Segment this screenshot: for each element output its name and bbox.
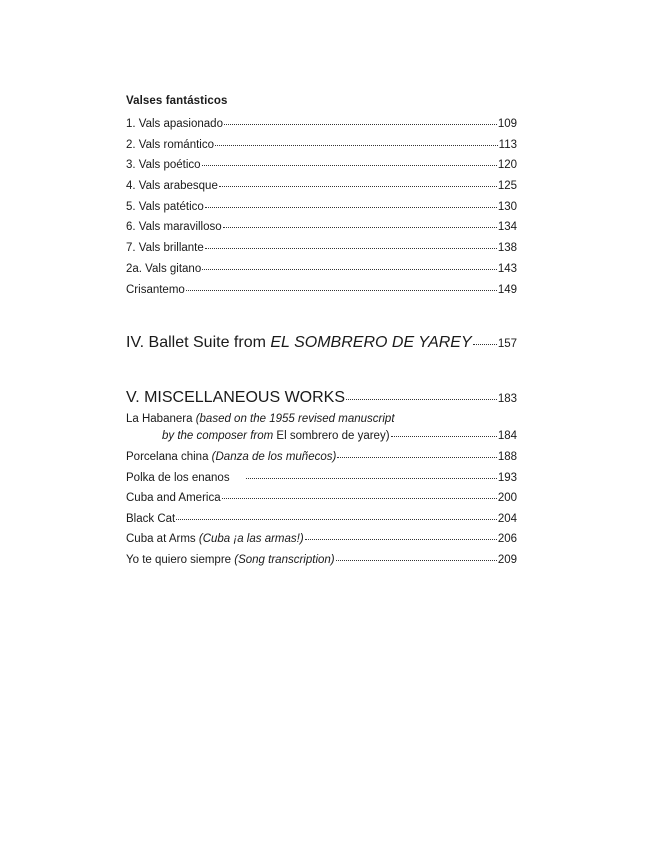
entry-page: 138 (497, 242, 517, 254)
dot-leader (305, 539, 497, 540)
entry-title: 6. Vals maravilloso (126, 221, 222, 233)
entry-title (162, 429, 390, 443)
entry-page: 204 (497, 513, 517, 525)
entry-title (126, 532, 304, 546)
dot-leader (224, 124, 497, 125)
entry-page: 200 (497, 492, 517, 504)
entry-page: 109 (497, 118, 517, 130)
entry-title (126, 553, 335, 567)
entry-page: 206 (497, 533, 517, 545)
entry-page: 134 (497, 221, 517, 233)
entry-title (126, 333, 472, 353)
entry-page: 125 (497, 180, 517, 192)
entry-title-italic: EL SOMBRERO DE YAREY (270, 334, 472, 351)
dot-leader (391, 436, 497, 437)
entry-title: Black Cat (126, 513, 176, 525)
entry-title-plain: IV. Ballet Suite from (126, 334, 271, 351)
dot-leader (346, 399, 497, 400)
entry-page: 157 (497, 338, 517, 350)
dot-leader (246, 478, 497, 479)
entry-page: 183 (497, 393, 517, 405)
dot-leader (186, 290, 497, 291)
entry-title (126, 450, 336, 464)
dot-leader (219, 186, 497, 187)
entry-page: 209 (497, 554, 517, 566)
entry-title (126, 412, 395, 426)
entry-title-italic: (Danza de los muñecos) (211, 451, 337, 463)
dot-leader (202, 269, 497, 270)
toc-entry[interactable] (126, 158, 517, 172)
entry-title: Crisantemo (126, 284, 185, 296)
dot-leader (336, 560, 497, 561)
entry-page: 120 (497, 159, 517, 171)
entry-page: 130 (497, 201, 517, 213)
entry-title-italic: (Cuba ¡a las armas!) (198, 533, 304, 545)
toc-entry[interactable] (126, 283, 517, 297)
dot-leader (223, 227, 497, 228)
entry-title: 1. Vals apasionado (126, 118, 223, 130)
toc-entry[interactable] (126, 450, 517, 464)
entry-page: 188 (497, 451, 517, 463)
entry-title-plain: Yo te quiero siempre (126, 554, 235, 566)
entry-page: 113 (498, 139, 517, 151)
entry-title-italic: by the composer from (162, 430, 277, 442)
toc-entry[interactable] (126, 262, 517, 276)
dot-leader (473, 344, 497, 345)
toc-entry-misc-works[interactable] (126, 388, 517, 409)
dot-leader (176, 519, 497, 520)
toc-entry[interactable] (126, 179, 517, 193)
toc-entry[interactable] (126, 138, 517, 152)
dot-leader (205, 248, 497, 249)
toc-entry-ballet-suite[interactable] (126, 333, 517, 354)
toc-entry[interactable] (126, 220, 517, 234)
entry-title: 7. Vals brillante (126, 242, 204, 254)
toc-entry[interactable] (126, 200, 517, 214)
toc-entry[interactable] (126, 471, 517, 485)
toc-entry[interactable] (126, 241, 517, 255)
entry-title-plain: Cuba at Arms (126, 533, 199, 545)
dot-leader (215, 145, 498, 146)
entry-title-plain: La Habanera (126, 413, 196, 425)
entry-title-italic: (Song transcription) (234, 554, 335, 566)
dot-leader (202, 165, 497, 166)
toc-entry[interactable] (126, 553, 517, 567)
entry-title: 3. Vals poético (126, 159, 201, 171)
toc-entry-habanera-line1[interactable] (126, 412, 517, 426)
toc-entry[interactable] (126, 532, 517, 546)
toc-entry-habanera-line2[interactable] (162, 429, 517, 443)
entry-title-italic: (based on the 1955 revised manuscript (195, 413, 395, 425)
entry-title: V. MISCELLANEOUS WORKS (126, 389, 346, 406)
entry-title-plain: Porcelana china (126, 451, 212, 463)
section-heading-valses: Valses fantásticos (126, 95, 228, 107)
entry-page: 143 (497, 263, 517, 275)
entry-title: 2a. Vals gitano (126, 263, 202, 275)
entry-title: Polka de los enanos (126, 472, 230, 484)
toc-entry[interactable] (126, 117, 517, 131)
entry-page: 193 (497, 472, 517, 484)
entry-title: 2. Vals romántico (126, 139, 214, 151)
dot-leader (222, 498, 497, 499)
entry-page: 149 (497, 284, 517, 296)
dot-leader (337, 457, 496, 458)
entry-title-plain: El sombrero de yarey) (276, 430, 390, 442)
entry-title: 4. Vals arabesque (126, 180, 218, 192)
entry-title: 5. Vals patético (126, 201, 204, 213)
entry-page: 184 (497, 430, 517, 442)
toc-entry[interactable] (126, 491, 517, 505)
dot-leader (205, 207, 497, 208)
toc-entry[interactable] (126, 512, 517, 526)
entry-title: Cuba and America (126, 492, 221, 504)
